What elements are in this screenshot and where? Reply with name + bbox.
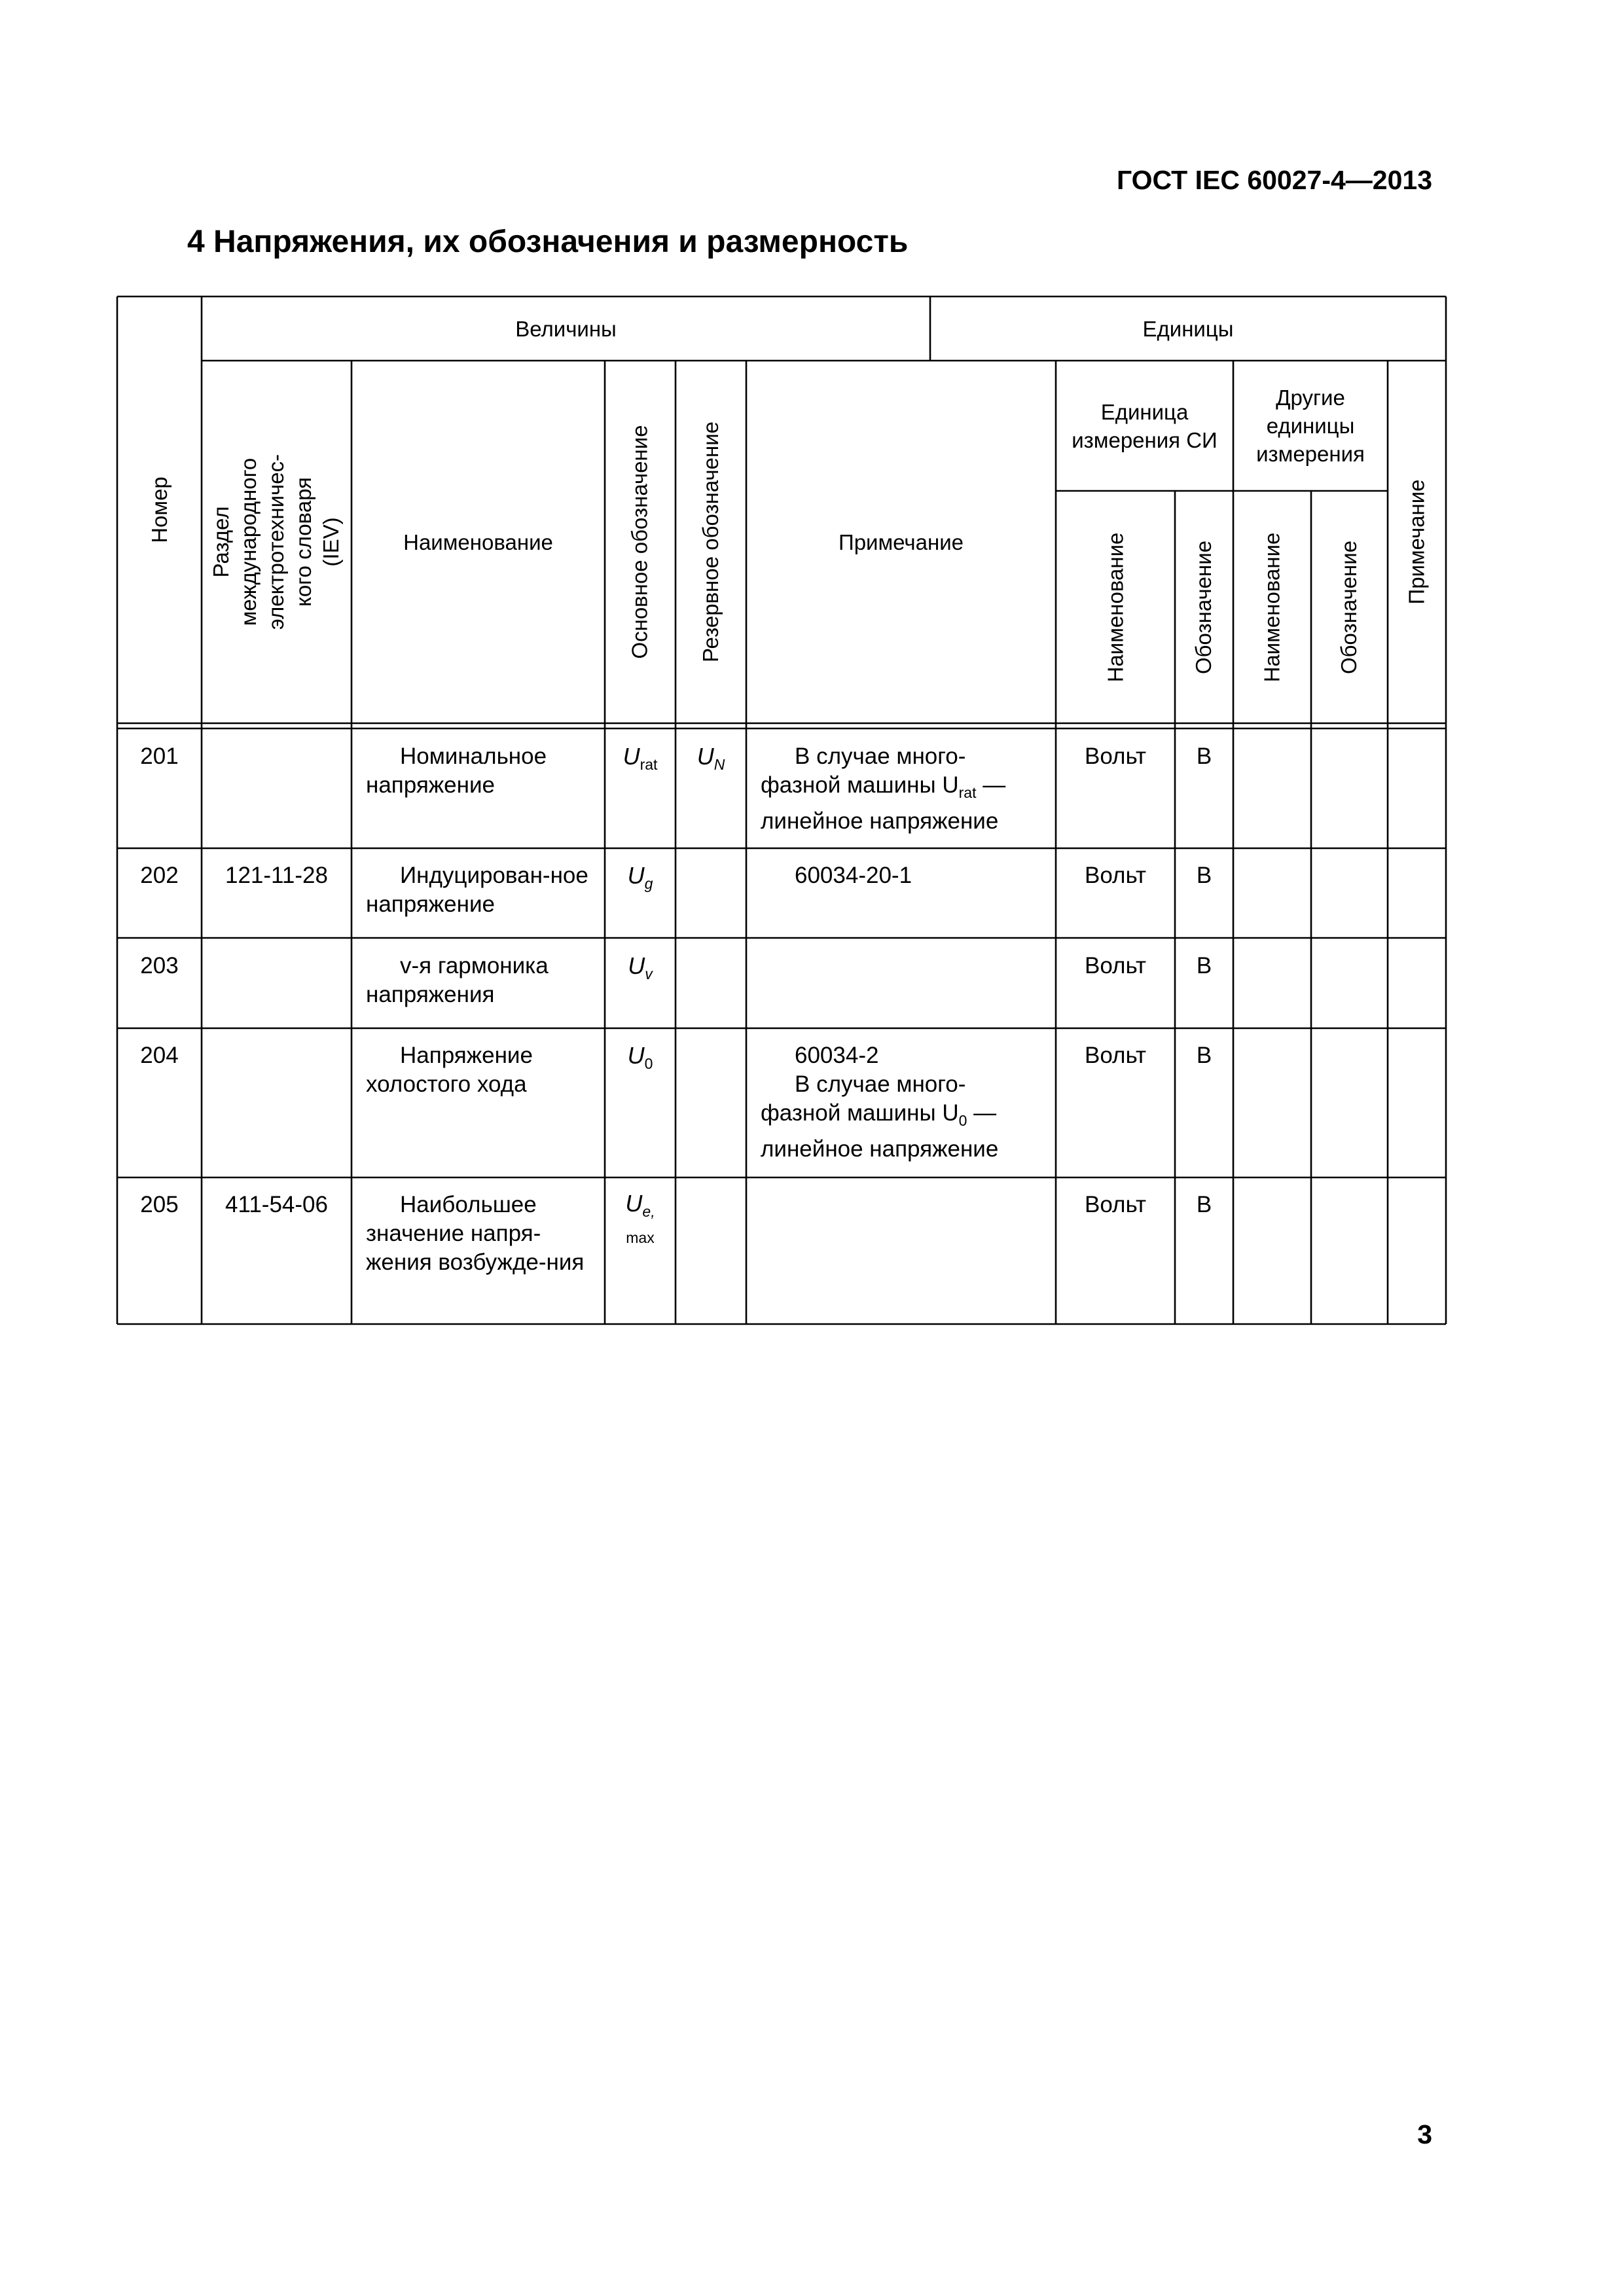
row-202-si-name: Вольт [1085,863,1146,888]
header-note: Примечание [838,529,964,554]
row-202-note: 60034-20-1 [795,863,912,888]
row-204-main-symbol: $U_0$ [627,1042,653,1073]
row-201-reserve-symbol: $U_N$ [696,743,725,774]
row-202-iev: 121-11-28 [225,863,328,888]
row-205-main-symbol: $U_{e,}$ max [625,1190,655,1247]
row-203-number: 203 [140,953,179,978]
header-reserve-symbol: Резервное обозначение [698,421,723,663]
row-205-si-name: Вольт [1085,1192,1146,1217]
header-other-name: Наименование [1259,532,1284,682]
row-202-name: Индуцирован-ное напряжение [366,863,588,917]
row-202-number: 202 [140,863,179,888]
row-205-number: 205 [140,1192,179,1217]
row-205-name: Наибольшее значение напря-жения возбужде-ния [366,1192,585,1275]
header-si-unit: Единица измерения СИ [1072,399,1218,452]
header-other-units: Другие единицы измерения [1256,386,1365,466]
header-units-note: Примечание [1404,479,1429,605]
row-205-iev: 411-54-06 [225,1192,328,1217]
header-quantities: Величины [515,316,617,341]
row-201-si-symbol: В [1196,744,1212,769]
row-202-main-symbol: $U_g$ [627,862,653,893]
row-201-note: В случае много- фазной машины $U_{rat}$ — линейное напряжение [761,744,1006,834]
header-main-symbol: Основное обозначение [628,425,652,659]
row-203-main-symbol: $U_v$ [628,952,653,983]
row-204-number: 204 [140,1043,179,1068]
row-203-si-symbol: В [1196,953,1212,978]
page-number: 3 [1417,2119,1432,2149]
row-205-si-symbol: В [1196,1192,1212,1217]
header-iev-section: Раздел международного электротехничес-кого словаря (IEV) [209,454,344,630]
row-203-name: v-я гармоника напряжения [366,953,549,1007]
header-units: Единицы [1142,316,1234,341]
row-204-si-symbol: В [1196,1043,1212,1068]
row-201-si-name: Вольт [1085,744,1146,769]
row-204-si-name: Вольт [1085,1043,1146,1068]
header-si-name: Наименование [1103,532,1128,682]
row-204-name: Напряжение холостого хода [366,1043,533,1097]
section-title: 4 Напряжения, их обозначения и размерность [187,224,909,259]
header-si-symbol: Обозначение [1191,540,1216,674]
row-204-note: 60034-2 В случае много- фазной машины $U_0$ — линейное напряжение [761,1043,999,1162]
header-number: Номер [147,476,171,543]
row-201-number: 201 [140,744,179,769]
row-203-si-name: Вольт [1085,953,1146,978]
header-other-symbol: Обозначение [1337,540,1362,674]
row-202-si-symbol: В [1196,863,1212,888]
document-code: ГОСТ IEC 60027-4—2013 [1116,165,1432,195]
header-name: Наименование [403,529,553,554]
row-201-name: Номинальное напряжение [366,744,547,798]
row-201-main-symbol: $U_{rat}$ [623,743,658,774]
